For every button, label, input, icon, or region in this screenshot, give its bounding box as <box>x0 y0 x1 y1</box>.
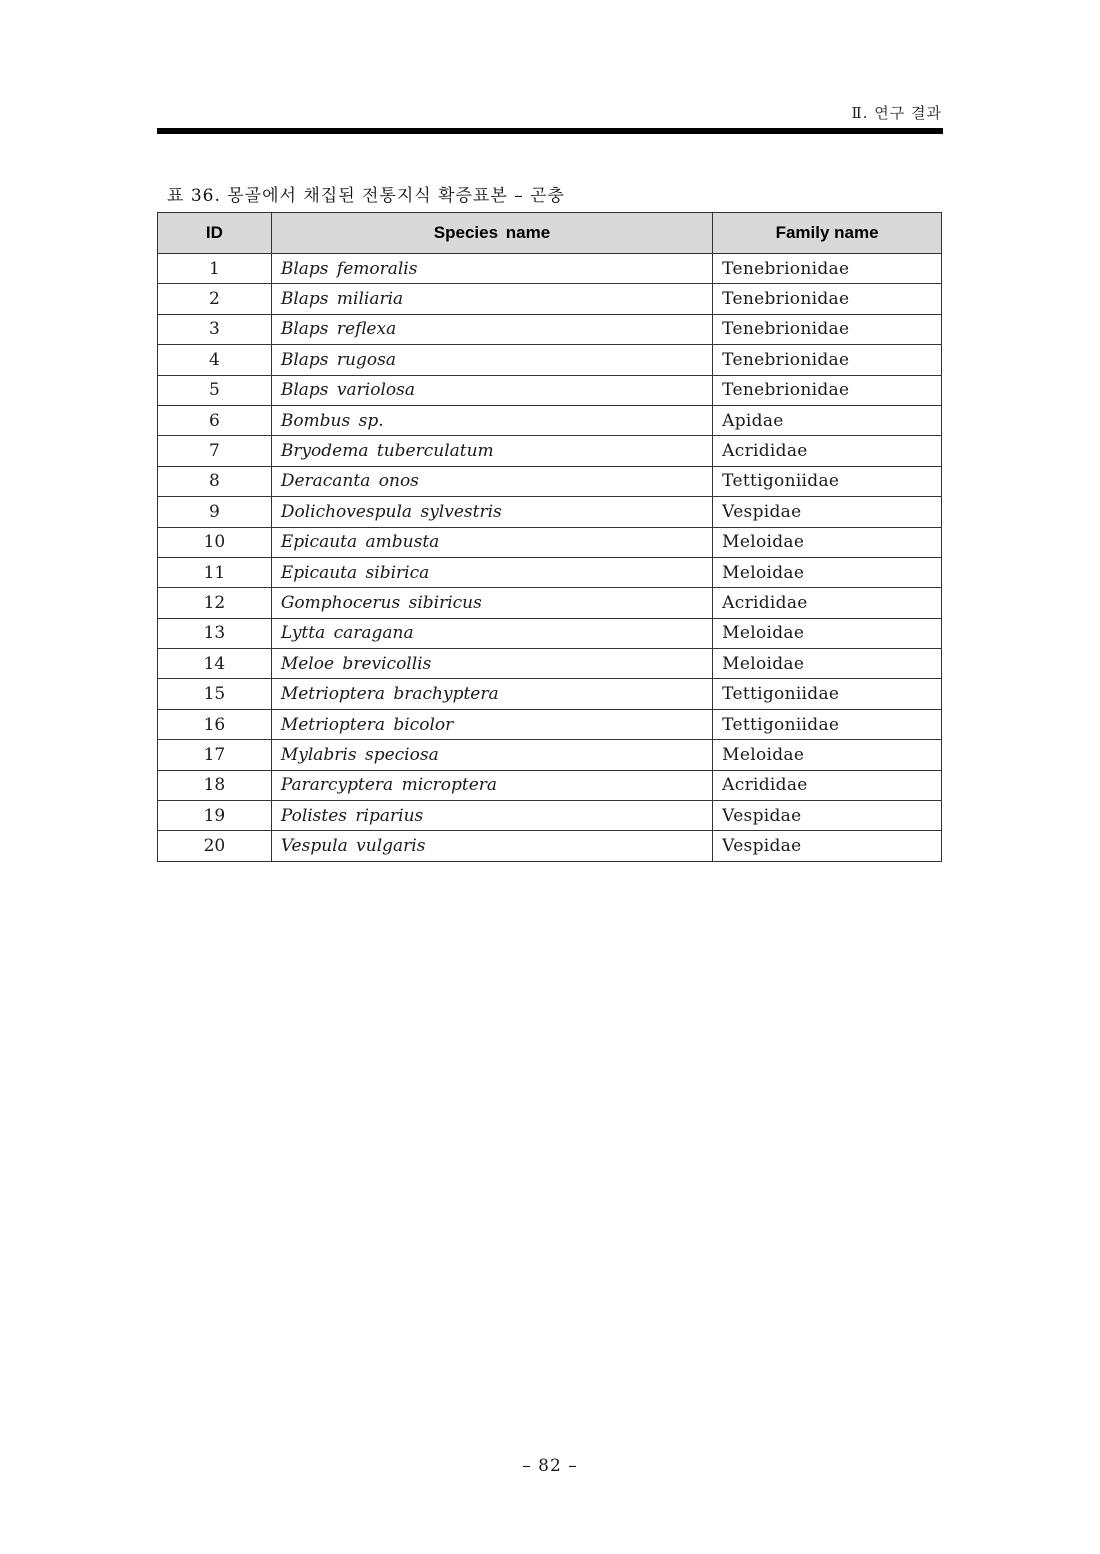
table-header-row <box>158 213 942 254</box>
cell-family-name: Meloidae <box>713 527 942 557</box>
header-rule <box>157 128 943 134</box>
cell-species-name: Pararcyptera microptera <box>271 770 712 800</box>
column-header-species: Species name <box>271 213 712 254</box>
cell-family-name: Meloidae <box>713 557 942 587</box>
cell-family-name: Tettigoniidae <box>713 466 942 496</box>
table-row <box>158 831 942 861</box>
cell-species-name: Epicauta ambusta <box>271 527 712 557</box>
cell-species-name: Gomphocerus sibiricus <box>271 588 712 618</box>
cell-species-name: Bombus sp. <box>271 405 712 435</box>
cell-family-name: Tettigoniidae <box>713 679 942 709</box>
cell-id: 11 <box>158 557 272 587</box>
cell-id: 17 <box>158 740 272 770</box>
cell-family-name: Tettigoniidae <box>713 709 942 739</box>
cell-family-name: Meloidae <box>713 649 942 679</box>
column-header-family: Family name <box>713 213 942 254</box>
cell-species-name: Dolichovespula sylvestris <box>271 497 712 527</box>
table-row <box>158 254 942 284</box>
table-row <box>158 649 942 679</box>
table-row <box>158 588 942 618</box>
table-row <box>158 284 942 314</box>
table-caption: 표 36. 몽골에서 채집된 전통지식 확증표본 – 곤충 <box>167 186 565 206</box>
cell-id: 8 <box>158 466 272 496</box>
table-row <box>158 497 942 527</box>
cell-id: 15 <box>158 679 272 709</box>
cell-species-name: Metrioptera bicolor <box>271 709 712 739</box>
table-body <box>158 254 942 862</box>
table-row <box>158 740 942 770</box>
cell-species-name: Blaps rugosa <box>271 345 712 375</box>
table-row <box>158 557 942 587</box>
cell-id: 5 <box>158 375 272 405</box>
cell-family-name: Acrididae <box>713 770 942 800</box>
table-row <box>158 345 942 375</box>
cell-family-name: Tenebrionidae <box>713 375 942 405</box>
column-header-id: ID <box>158 213 272 254</box>
cell-id: 19 <box>158 801 272 831</box>
cell-family-name: Tenebrionidae <box>713 284 942 314</box>
cell-id: 6 <box>158 405 272 435</box>
cell-id: 13 <box>158 618 272 648</box>
cell-id: 18 <box>158 770 272 800</box>
table-row <box>158 436 942 466</box>
cell-id: 7 <box>158 436 272 466</box>
cell-species-name: Metrioptera brachyptera <box>271 679 712 709</box>
cell-family-name: Meloidae <box>713 618 942 648</box>
cell-id: 10 <box>158 527 272 557</box>
table-row <box>158 405 942 435</box>
cell-family-name: Vespidae <box>713 497 942 527</box>
cell-id: 14 <box>158 649 272 679</box>
table-row <box>158 679 942 709</box>
cell-species-name: Deracanta onos <box>271 466 712 496</box>
table-row <box>158 314 942 344</box>
cell-family-name: Vespidae <box>713 801 942 831</box>
cell-family-name: Tenebrionidae <box>713 254 942 284</box>
table-row <box>158 618 942 648</box>
cell-species-name: Blaps variolosa <box>271 375 712 405</box>
cell-id: 20 <box>158 831 272 861</box>
cell-family-name: Tenebrionidae <box>713 314 942 344</box>
cell-species-name: Blaps femoralis <box>271 254 712 284</box>
table-row <box>158 709 942 739</box>
table-row <box>158 801 942 831</box>
cell-species-name: Epicauta sibirica <box>271 557 712 587</box>
cell-family-name: Meloidae <box>713 740 942 770</box>
cell-id: 3 <box>158 314 272 344</box>
cell-family-name: Vespidae <box>713 831 942 861</box>
table-row <box>158 770 942 800</box>
cell-species-name: Mylabris speciosa <box>271 740 712 770</box>
cell-family-name: Apidae <box>713 405 942 435</box>
cell-family-name: Acrididae <box>713 436 942 466</box>
cell-id: 1 <box>158 254 272 284</box>
page-number: – 82 – <box>522 1456 578 1476</box>
table-row <box>158 527 942 557</box>
cell-species-name: Blaps reflexa <box>271 314 712 344</box>
cell-id: 2 <box>158 284 272 314</box>
cell-id: 9 <box>158 497 272 527</box>
cell-species-name: Polistes riparius <box>271 801 712 831</box>
table-row <box>158 466 942 496</box>
cell-species-name: Meloe brevicollis <box>271 649 712 679</box>
specimen-table <box>157 212 942 862</box>
cell-species-name: Bryodema tuberculatum <box>271 436 712 466</box>
cell-id: 4 <box>158 345 272 375</box>
cell-species-name: Vespula vulgaris <box>271 831 712 861</box>
running-header: Ⅱ. 연구 결과 <box>851 104 942 122</box>
cell-family-name: Tenebrionidae <box>713 345 942 375</box>
cell-id: 16 <box>158 709 272 739</box>
cell-id: 12 <box>158 588 272 618</box>
table-row <box>158 375 942 405</box>
cell-family-name: Acrididae <box>713 588 942 618</box>
cell-species-name: Blaps miliaria <box>271 284 712 314</box>
cell-species-name: Lytta caragana <box>271 618 712 648</box>
